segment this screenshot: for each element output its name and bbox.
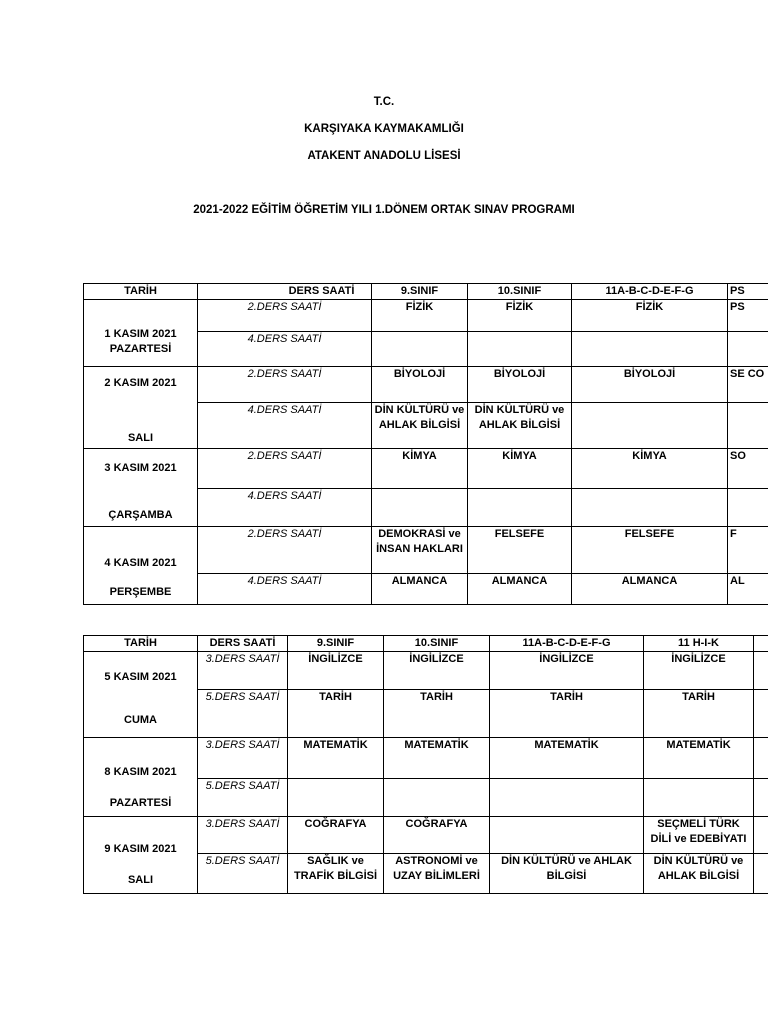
subject-cell: DEMOKRASİ ve İNSAN HAKLARI bbox=[372, 527, 468, 574]
date-cell: 9 KASIM 2021 SALI bbox=[84, 817, 198, 894]
date-cell: 3 KASIM 2021 ÇARŞAMBA bbox=[84, 449, 198, 527]
date-cell: 2 KASIM 2021 SALI bbox=[84, 367, 198, 449]
header-tc: T.C. bbox=[373, 96, 395, 108]
table-header-row bbox=[84, 636, 768, 652]
date-cell: 5 KASIM 2021 CUMA bbox=[84, 652, 198, 738]
subject-cell: MATEMATİK bbox=[490, 738, 644, 779]
date-cell: 1 KASIM 2021 PAZARTESİ bbox=[84, 300, 198, 367]
subject-cell bbox=[728, 403, 768, 449]
subject-cell bbox=[644, 779, 754, 817]
hour-cell: 3.DERS SAATİ bbox=[198, 652, 288, 690]
subject-cell bbox=[372, 489, 468, 527]
header-grade-9: 9.SINIF bbox=[372, 284, 468, 300]
subject-cell bbox=[490, 817, 644, 854]
subject-cell: DİN KÜLTÜRÜ ve AHLAK BİLGİSİ bbox=[372, 403, 468, 449]
subject-cell: FİZİK bbox=[468, 300, 572, 332]
table-row bbox=[84, 367, 768, 403]
exam-table-2 bbox=[83, 635, 768, 894]
hour-cell: 3.DERS SAATİ bbox=[198, 817, 288, 854]
subject-cell bbox=[468, 489, 572, 527]
table-row bbox=[84, 527, 768, 574]
table-row bbox=[84, 652, 768, 690]
header-grade-10: 10.SINIF bbox=[468, 284, 572, 300]
subject-cell: BİYOLOJİ bbox=[468, 367, 572, 403]
date-cell: 4 KASIM 2021 PERŞEMBE bbox=[84, 527, 198, 605]
subject-cell: FİZİK bbox=[372, 300, 468, 332]
subject-cell: COĞRAFYA bbox=[288, 817, 384, 854]
subject-cell: FELSEFE bbox=[468, 527, 572, 574]
subject-cell: BİYOLOJİ bbox=[572, 367, 728, 403]
header-date: TARİH bbox=[84, 636, 198, 652]
subject-cell bbox=[572, 332, 728, 367]
hour-cell: 2.DERS SAATİ bbox=[198, 367, 372, 403]
subject-cell: FİZİK bbox=[572, 300, 728, 332]
subject-cell: TARİH bbox=[384, 690, 490, 738]
subject-cell: DİN KÜLTÜRÜ ve AHLAK BİLGİSİ bbox=[490, 854, 644, 894]
subject-cell bbox=[384, 779, 490, 817]
header-grade-10: 10.SINIF bbox=[384, 636, 490, 652]
subject-cell bbox=[728, 332, 768, 367]
subject-cell: TARİH bbox=[644, 690, 754, 738]
subject-cell bbox=[754, 738, 768, 779]
subject-cell: TARİH bbox=[288, 690, 384, 738]
header-date: TARİH bbox=[84, 284, 198, 300]
subject-cell: F bbox=[728, 527, 768, 574]
subject-cell: COĞRAFYA bbox=[384, 817, 490, 854]
subject-cell: İNGİLİZCE bbox=[644, 652, 754, 690]
hour-cell: 2.DERS SAATİ bbox=[198, 527, 372, 574]
subject-cell: ASTRONOMİ ve UZAY BİLİMLERİ bbox=[384, 854, 490, 894]
header-grade-9: 9.SINIF bbox=[288, 636, 384, 652]
table-row bbox=[84, 449, 768, 489]
subject-cell: ALMANCA bbox=[468, 574, 572, 605]
subject-cell bbox=[490, 779, 644, 817]
subject-cell: KİMYA bbox=[572, 449, 728, 489]
subject-cell bbox=[728, 489, 768, 527]
date-cell: 8 KASIM 2021 PAZARTESİ bbox=[84, 738, 198, 817]
header-grade-11a: 11A-B-C-D-E-F-G bbox=[490, 636, 644, 652]
hour-cell: 4.DERS SAATİ bbox=[198, 489, 372, 527]
header-district: KARŞIYAKA KAYMAKAMLIĞI bbox=[304, 123, 464, 135]
hour-cell: 3.DERS SAATİ bbox=[198, 738, 288, 779]
subject-cell: FELSEFE bbox=[572, 527, 728, 574]
subject-cell bbox=[754, 817, 768, 854]
subject-cell: BİYOLOJİ bbox=[372, 367, 468, 403]
subject-cell: KİMYA bbox=[468, 449, 572, 489]
table-row bbox=[84, 817, 768, 854]
subject-cell: KİMYA bbox=[372, 449, 468, 489]
subject-cell: MATEMATİK bbox=[644, 738, 754, 779]
subject-cell bbox=[754, 652, 768, 690]
table-row bbox=[84, 300, 768, 332]
hour-cell: 5.DERS SAATİ bbox=[198, 854, 288, 894]
header-grade-ps: PS bbox=[728, 284, 768, 300]
subject-cell bbox=[468, 332, 572, 367]
subject-cell: İNGİLİZCE bbox=[490, 652, 644, 690]
hour-cell: 5.DERS SAATİ bbox=[198, 690, 288, 738]
subject-cell bbox=[372, 332, 468, 367]
subject-cell bbox=[572, 403, 728, 449]
header-hour: DERS SAATİ bbox=[198, 636, 288, 652]
subject-cell bbox=[754, 779, 768, 817]
subject-cell bbox=[754, 690, 768, 738]
subject-cell: İNGİLİZCE bbox=[288, 652, 384, 690]
subject-cell: İNGİLİZCE bbox=[384, 652, 490, 690]
table-row bbox=[84, 738, 768, 779]
subject-cell: MATEMATİK bbox=[384, 738, 490, 779]
header-hour: DERS SAATİ bbox=[198, 284, 372, 300]
subject-cell: SO bbox=[728, 449, 768, 489]
hour-cell: 2.DERS SAATİ bbox=[198, 300, 372, 332]
subject-cell bbox=[754, 854, 768, 894]
hour-cell: 4.DERS SAATİ bbox=[198, 574, 372, 605]
hour-cell: 4.DERS SAATİ bbox=[198, 403, 372, 449]
subject-cell: PS bbox=[728, 300, 768, 332]
subject-cell: DİN KÜLTÜRÜ ve AHLAK BİLGİSİ bbox=[644, 854, 754, 894]
table-header-row bbox=[84, 284, 768, 300]
hour-cell: 5.DERS SAATİ bbox=[198, 779, 288, 817]
subject-cell: MATEMATİK bbox=[288, 738, 384, 779]
document-title: 2021-2022 EĞİTİM ÖĞRETİM YILI 1.DÖNEM ORTAK SINAV PROGRAMI bbox=[193, 204, 575, 216]
subject-cell: SAĞLIK ve TRAFİK BİLGİSİ bbox=[288, 854, 384, 894]
header-school: ATAKENT ANADOLU LİSESİ bbox=[307, 150, 461, 162]
hour-cell: 2.DERS SAATİ bbox=[198, 449, 372, 489]
subject-cell: DİN KÜLTÜRÜ ve AHLAK BİLGİSİ bbox=[468, 403, 572, 449]
hour-cell: 4.DERS SAATİ bbox=[198, 332, 372, 367]
subject-cell: ALMANCA bbox=[572, 574, 728, 605]
exam-table-1 bbox=[83, 283, 768, 605]
subject-cell: SE CO bbox=[728, 367, 768, 403]
subject-cell: ALMANCA bbox=[372, 574, 468, 605]
header-grade-11h: 11 H-I-K bbox=[644, 636, 754, 652]
header-grade-11a: 11A-B-C-D-E-F-G bbox=[572, 284, 728, 300]
subject-cell: SEÇMELİ TÜRK DİLİ ve EDEBİYATI bbox=[644, 817, 754, 854]
subject-cell bbox=[288, 779, 384, 817]
subject-cell bbox=[572, 489, 728, 527]
header-extra bbox=[754, 636, 768, 652]
subject-cell: AL bbox=[728, 574, 768, 605]
subject-cell: TARİH bbox=[490, 690, 644, 738]
